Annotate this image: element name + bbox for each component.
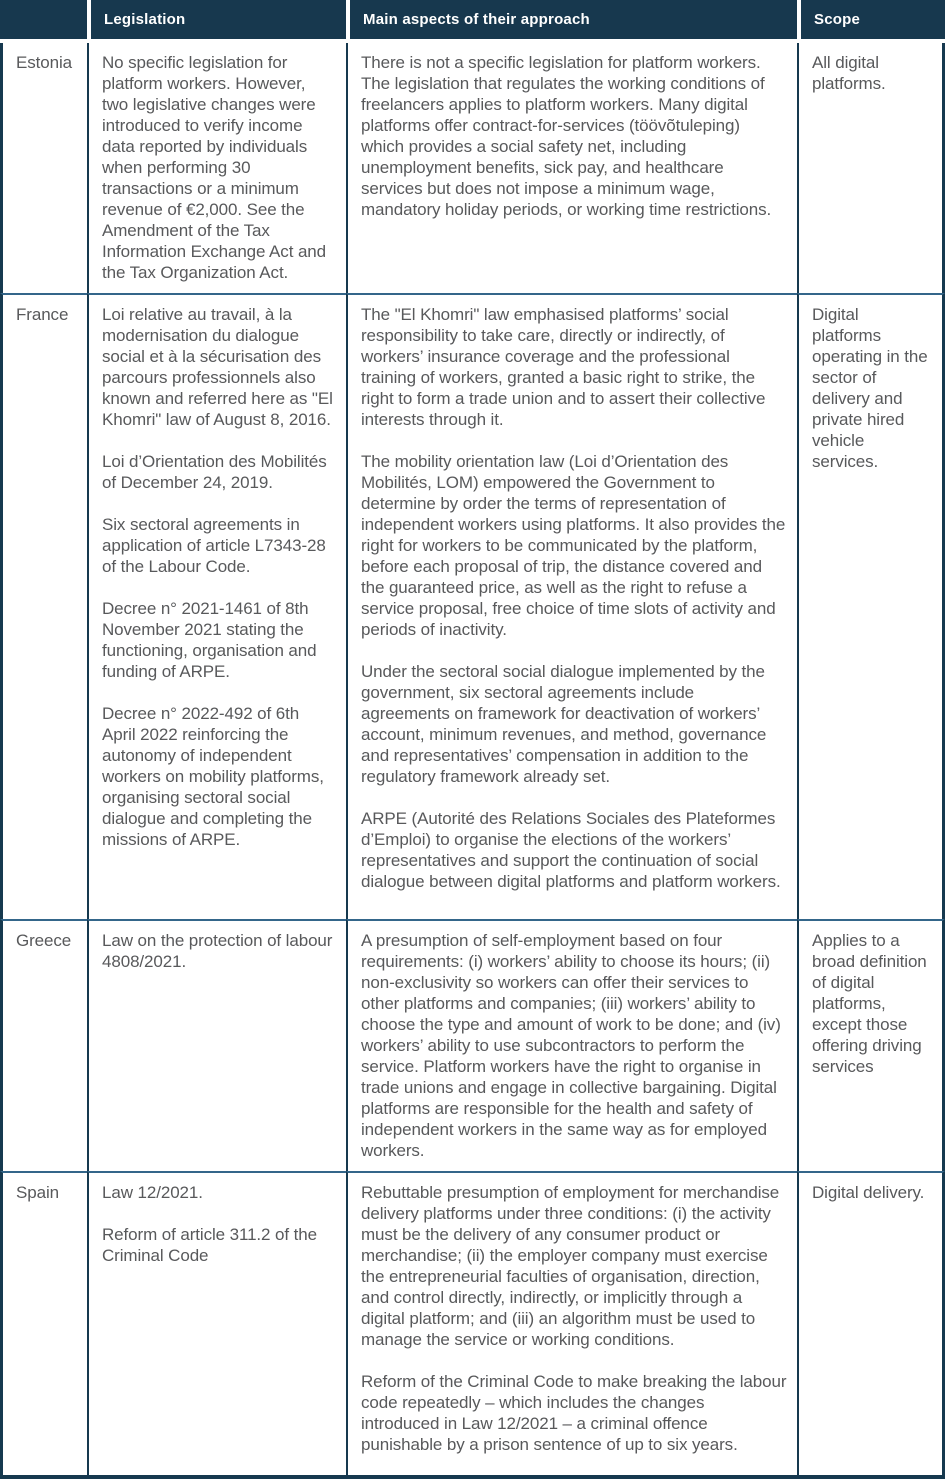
legislation-paragraph: Six sectoral agreements in application of article L7343-28 of the Labour Code.	[102, 515, 326, 576]
cell-legislation	[87, 293, 346, 919]
country-paragraph: France	[16, 305, 69, 324]
header-country	[0, 0, 87, 43]
header-legislation: Legislation	[87, 0, 346, 43]
table-body	[0, 43, 945, 1479]
table-header	[0, 0, 945, 43]
legislation-paragraph: Loi d’Orientation des Mobilités of December 24, 2019.	[102, 452, 327, 492]
cell-country	[0, 1171, 87, 1479]
header-main-aspects: Main aspects of their approach	[346, 0, 797, 43]
country-paragraph: Greece	[16, 931, 72, 950]
cell-scope	[797, 1171, 945, 1479]
aspects-paragraph: Under the sectoral social dialogue implemented by the government, six sectoral agreements include agreements on framework for deactivation of workers’ account, minimum revenues, and method, governance and representatives’ compensation in addition to the regulatory framework already set.	[361, 662, 767, 786]
cell-country	[0, 293, 87, 919]
cell-country	[0, 919, 87, 1171]
table-row	[0, 919, 945, 1171]
table-row	[0, 1171, 945, 1479]
aspects-paragraph: Rebuttable presumption of employment for merchandise delivery platforms under three conditions: (i) the activity must be the delivery of any consumer product or merchandise; (ii) the employer company must exercise the entrepreneurial faculties of organisation, direction, and control directly, indirectly, or implicitly through a digital platform; and (iii) an algorithm must be used to manage the service or working conditions.	[361, 1183, 780, 1349]
country-paragraph: Estonia	[16, 53, 73, 72]
legislation-paragraph: Decree n° 2021-1461 of 8th November 2021 stating the functioning, organisation and funding of ARPE.	[102, 599, 317, 681]
cell-legislation	[87, 43, 346, 293]
legislation-paragraph: Decree n° 2022-492 of 6th April 2022 reinforcing the autonomy of independent workers on mobility platforms, organising sectoral social dialogue and completing the missions of ARPE.	[102, 704, 324, 849]
cell-scope	[797, 919, 945, 1171]
cell-legislation	[87, 1171, 346, 1479]
scope-paragraph: Digital platforms operating in the sector of delivery and private hired vehicle services.	[812, 305, 928, 471]
cell-aspects	[346, 1171, 797, 1479]
cell-scope	[797, 43, 945, 293]
table-row	[0, 293, 945, 919]
aspects-paragraph: A presumption of self-employment based on four requirements: (i) workers’ ability to choose its hours; (ii) non-exclusivity so workers can offer their services to other platforms and companies; (iii) workers’ ability to choose the type and amount of work to be done; and (iv) workers’ ability to use subcontractors to perform the service. Platform workers have the right to organise in trade unions and engage in collective bargaining. Digital platforms are responsible for the health and safety of independent workers in the same way as for employed workers.	[361, 931, 781, 1160]
legislation-paragraph: No specific legislation for platform workers. However, two legislative changes were introduced to verify income data reported by individuals when performing 30 transactions or a minimum revenue of €2,000. See the Amendment of the Tax Information Exchange Act and the Tax Organization Act.	[102, 53, 327, 282]
header-row	[0, 0, 945, 43]
header-scope: Scope	[797, 0, 945, 43]
country-paragraph: Spain	[16, 1183, 59, 1202]
legislation-paragraph: Reform of article 311.2 of the Criminal Code	[102, 1225, 317, 1265]
scope-paragraph: Digital delivery.	[812, 1183, 925, 1202]
scope-paragraph: Applies to a broad definition of digital platforms, except those offering driving services	[812, 931, 927, 1076]
cell-scope	[797, 293, 945, 919]
cell-aspects	[346, 919, 797, 1171]
scope-paragraph: All digital platforms.	[812, 53, 886, 93]
aspects-paragraph: Reform of the Criminal Code to make breaking the labour code repeatedly – which includes the changes introduced in Law 12/2021 – a criminal offence punishable by a prison sentence of up to six years.	[361, 1372, 787, 1454]
legislation-paragraph: Loi relative au travail, à la modernisation du dialogue social et à la sécurisation des parcours professionnels also known and referred here as "El Khomri" law of August 8, 2016.	[102, 305, 333, 429]
aspects-paragraph: The "El Khomri" law emphasised platforms’ social responsibility to take care, directly or indirectly, of workers’ insurance coverage and the professional training of workers, granted a basic right to strike, the right to form a trade union and to assert their collective interests through it.	[361, 305, 766, 429]
cell-legislation	[87, 919, 346, 1171]
cell-country	[0, 43, 87, 293]
cell-aspects	[346, 43, 797, 293]
legislation-paragraph: Law 12/2021.	[102, 1183, 203, 1202]
aspects-paragraph: ARPE (Autorité des Relations Sociales des Plateformes d’Emploi) to organise the elections of the workers’ representatives and support the continuation of social dialogue between digital platforms and platform workers.	[361, 809, 781, 891]
aspects-paragraph: The mobility orientation law (Loi d’Orientation des Mobilités, LOM) empowered the Government to determine by order the terms of representation of independent workers using platforms. It also provides the right for workers to be communicated by the platform, before each proposal of trip, the distance covered and the guaranteed price, as well as the right to refuse a service proposal, free choice of time slots of activity and periods of inactivity.	[361, 452, 786, 639]
table-row	[0, 43, 945, 293]
cell-aspects	[346, 293, 797, 919]
aspects-paragraph: There is not a specific legislation for platform workers. The legislation that regulates the working conditions of freelancers applies to platform workers. Many digital platforms offer contract-for-services (töövõtuleping) which provides a social safety net, including unemployment benefits, sick pay, and healthcare services but does not impose a minimum wage, mandatory holiday periods, or working time restrictions.	[361, 53, 772, 219]
legislation-paragraph: Law on the protection of labour 4808/2021.	[102, 931, 333, 971]
